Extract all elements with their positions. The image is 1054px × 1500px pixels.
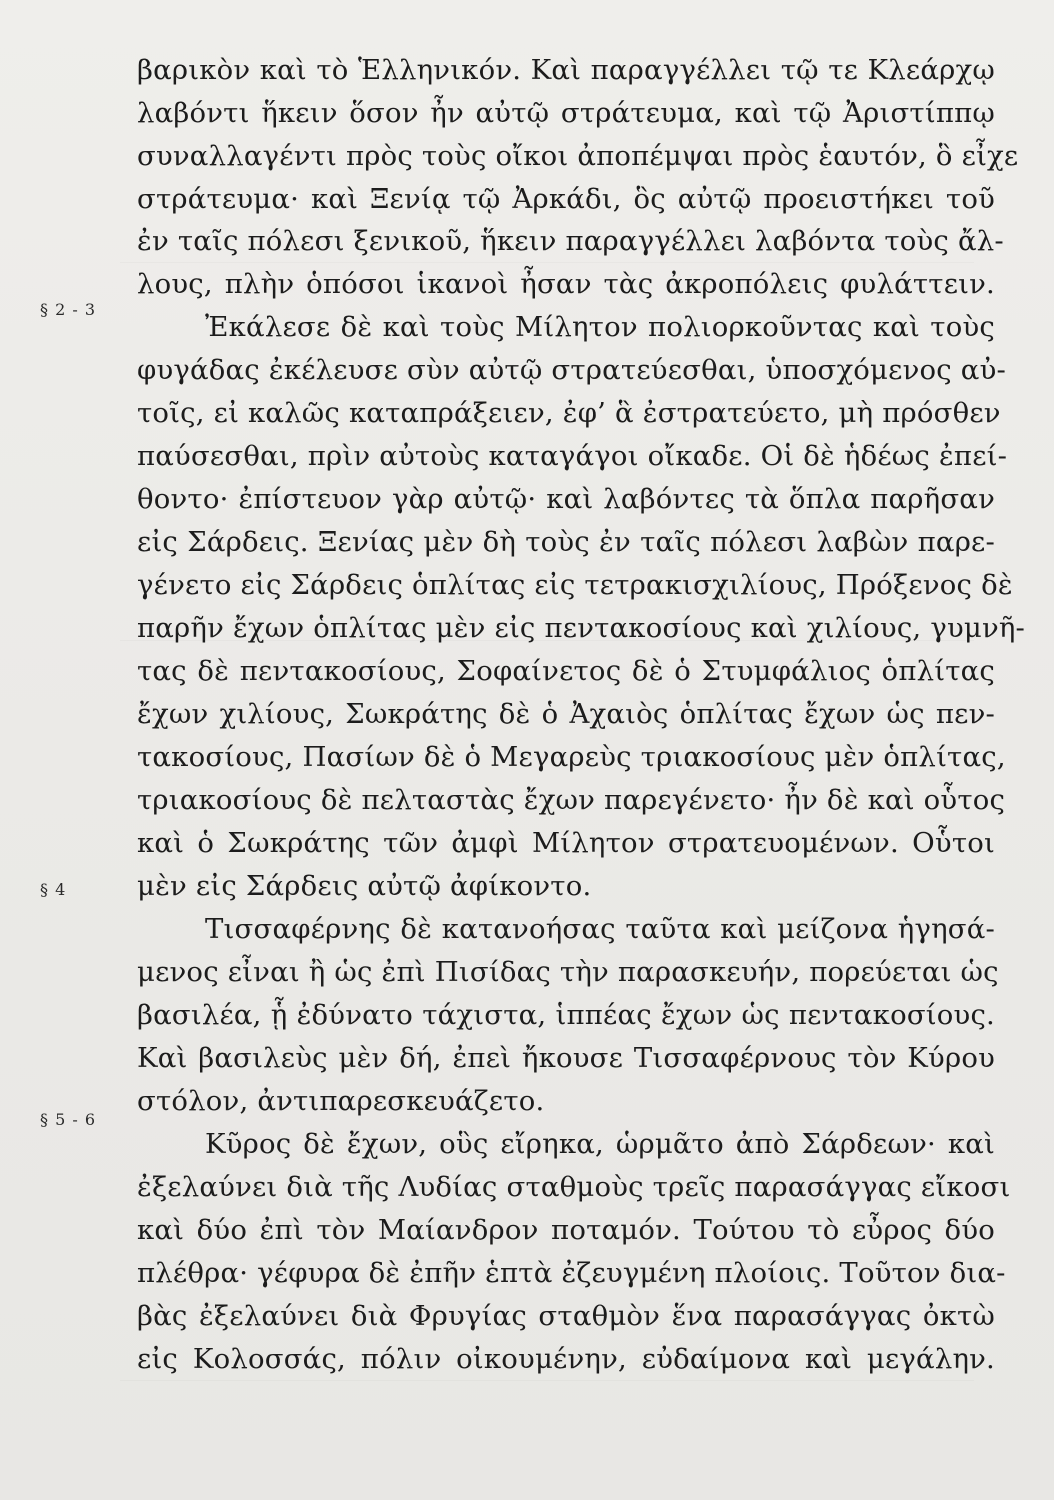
- text-line: παύσεσθαι, πρὶν αὐτοὺς καταγάγοι οἴκαδε. Οἱ δὲ ἡδέως ἐπεί-: [137, 440, 1008, 472]
- text-line: τας δὲ πεντακοσίους, Σοφαίνετος δὲ ὁ Στυμφάλιος ὁπλίτας: [137, 655, 995, 687]
- text-line: μὲν εἰς Σάρδεις αὐτῷ ἀφίκοντο.: [137, 870, 592, 902]
- text-line: καὶ ὁ Σωκράτης τῶν ἀμφὶ Μίλητον στρατευομένων. Οὗτοι: [137, 827, 995, 859]
- text-line: βὰς ἐξελαύνει διὰ Φρυγίας σταθμὸν ἕνα παρασάγγας ὀκτὼ: [137, 1300, 995, 1332]
- text-line: φυγάδας ἐκέλευσε σὺν αὐτῷ στρατεύεσθαι, ὑποσχόμενος αὐ-: [137, 354, 1006, 386]
- text-line: συναλλαγέντι πρὸς τοὺς οἴκοι ἀποπέμψαι πρὸς ἑαυτόν, ὃ εἶχε: [137, 140, 1019, 172]
- text-line: γένετο εἰς Σάρδεις ὁπλίτας εἰς τετρακισχιλίους, Πρόξενος δὲ: [137, 569, 1013, 601]
- text-line: ἐξελαύνει διὰ τῆς Λυδίας σταθμοὺς τρεῖς παρασάγγας εἴκοσι: [137, 1171, 1011, 1203]
- text-line: εἰς Σάρδεις. Ξενίας μὲν δὴ τοὺς ἐν ταῖς πόλεσι λαβὼν παρε-: [137, 526, 995, 558]
- text-line: Καὶ βασιλεὺς μὲν δή, ἐπεὶ ἤκουσε Τισσαφέρνους τὸν Κύρου: [137, 1042, 995, 1074]
- section-ref: § 5 - 6: [40, 1110, 97, 1129]
- text-line: μενος εἶναι ἢ ὡς ἐπὶ Πισίδας τὴν παρασκευήν, πορεύεται ὡς: [137, 956, 999, 988]
- text-line: ἐν ταῖς πόλεσι ξενικοῦ, ἥκειν παραγγέλλει λαβόντα τοὺς ἄλ-: [137, 225, 1004, 257]
- text-line: λους, πλὴν ὁπόσοι ἱκανοὶ ἦσαν τὰς ἀκροπόλεις φυλάττειν.: [137, 268, 995, 300]
- show-through-line: [120, 262, 974, 263]
- section-ref: § 4: [40, 880, 67, 899]
- text-line: παρῆν ἔχων ὁπλίτας μὲν εἰς πεντακοσίους καὶ χιλίους, γυμνῆ-: [137, 612, 1026, 644]
- text-line: βαρικὸν καὶ τὸ Ἑλληνικόν. Καὶ παραγγέλλει τῷ τε Κλεάρχῳ: [137, 54, 995, 86]
- text-line: τακοσίους, Πασίων δὲ ὁ Μεγαρεὺς τριακοσίους μὲν ὁπλίτας,: [137, 741, 1006, 773]
- paragraph-start: Τισσαφέρνης δὲ κατανοήσας ταῦτα καὶ μείζονα ἡγησά-: [205, 913, 995, 945]
- section-ref: § 2 - 3: [40, 300, 97, 319]
- paragraph-start: Ἐκάλεσε δὲ καὶ τοὺς Μίλητον πολιορκοῦντας καὶ τοὺς: [205, 311, 995, 343]
- text-line: στράτευμα· καὶ Ξενίᾳ τῷ Ἀρκάδι, ὃς αὐτῷ προειστήκει τοῦ: [137, 183, 995, 215]
- text-line: πλέθρα· γέφυρα δὲ ἐπῆν ἑπτὰ ἐζευγμένη πλοίοις. Τοῦτον δια-: [137, 1257, 1006, 1289]
- show-through-line: [120, 1380, 974, 1381]
- text-line: τριακοσίους δὲ πελταστὰς ἔχων παρεγένετο· ἦν δὲ καὶ οὗτος: [137, 784, 1006, 816]
- text-line: στόλον, ἀντιπαρεσκευάζετο.: [137, 1085, 545, 1117]
- text-line: λαβόντι ἥκειν ὅσον ἦν αὐτῷ στράτευμα, καὶ τῷ Ἀριστίππῳ: [137, 97, 995, 129]
- text-line: βασιλέα, ᾗ ἐδύνατο τάχιστα, ἱππέας ἔχων ὡς πεντακοσίους.: [137, 999, 995, 1031]
- text-line: εἰς Κολοσσάς, πόλιν οἰκουμένην, εὐδαίμονα καὶ μεγάλην.: [137, 1343, 995, 1375]
- text-line: ἔχων χιλίους, Σωκράτης δὲ ὁ Ἀχαιὸς ὁπλίτας ἔχων ὡς πεν-: [137, 698, 995, 730]
- text-line: τοῖς, εἰ καλῶς καταπράξειεν, ἐφ’ ἃ ἐστρατεύετο, μὴ πρόσθεν: [137, 397, 1001, 429]
- paragraph-start: Κῦρος δὲ ἔχων, οὓς εἴρηκα, ὡρμᾶτο ἀπὸ Σάρδεων· καὶ: [205, 1128, 995, 1160]
- text-line: καὶ δύο ἐπὶ τὸν Μαίανδρον ποταμόν. Τούτου τὸ εὖρος δύο: [137, 1214, 995, 1246]
- text-line: θοντο· ἐπίστευον γὰρ αὐτῷ· καὶ λαβόντες τὰ ὅπλα παρῆσαν: [137, 483, 995, 515]
